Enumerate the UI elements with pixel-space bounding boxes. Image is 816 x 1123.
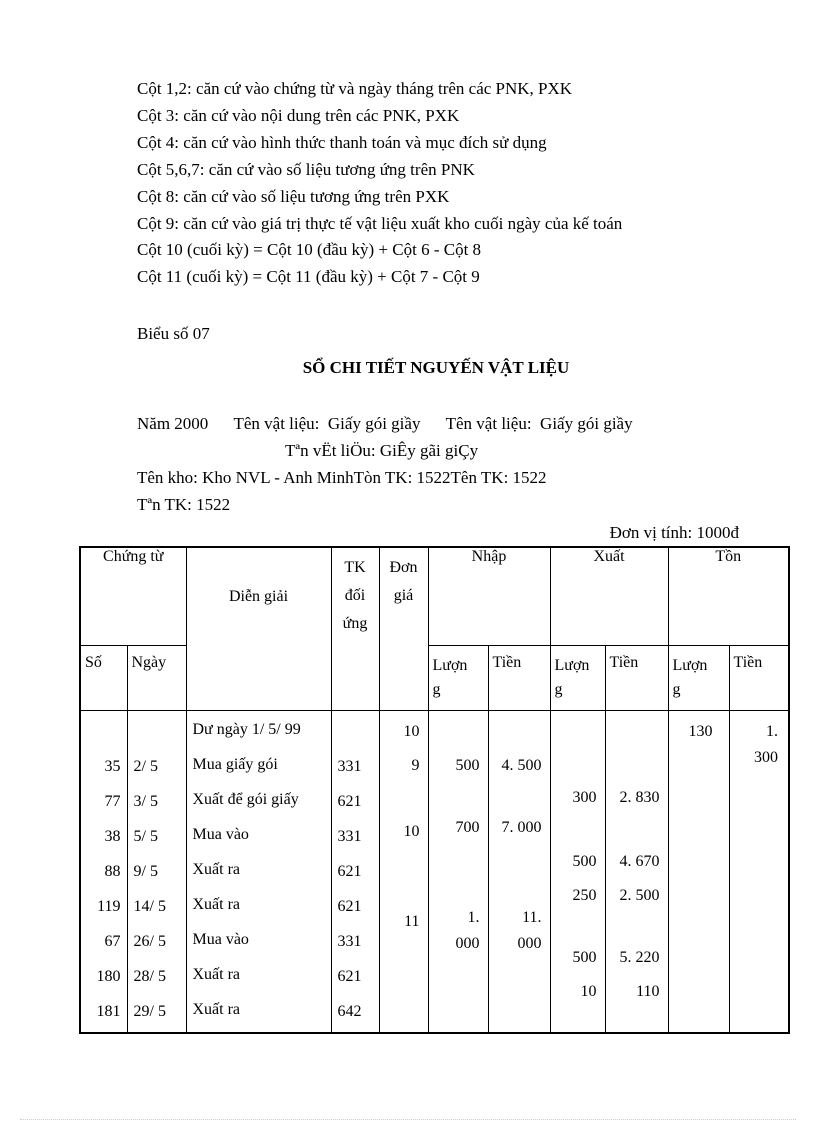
- col-xuat-luong: 300 500 250 500 10: [550, 710, 605, 1033]
- col-nhap-tien: 4. 500 7. 000 11. 000: [488, 710, 550, 1033]
- table-row: 35: [104, 757, 121, 775]
- note-5: Cột 8: căn cứ vào số liệu tương ứng trên PXK: [137, 187, 450, 206]
- info-line-1: Năm 2000 Tên vật liệu: Giấy gói giầy Tên vật liệu: Giấy gói giầy: [137, 414, 633, 433]
- form-label: Biểu số 07: [137, 324, 210, 343]
- note-1: Cột 1,2: căn cứ vào chứng từ và ngày tháng trên các PNK, PXK: [137, 79, 573, 98]
- note-8: Cột 11 (cuối kỳ) = Cột 11 (đầu kỳ) + Cột 7 - Cột 9: [137, 267, 480, 286]
- col-ngay: 2/ 5 3/ 5 5/ 5 9/ 5 14/ 5 26/ 5 28/ 5 29/ 5: [127, 710, 186, 1033]
- col-so: 35 77 38 88 119 67 180 181: [80, 710, 127, 1033]
- col-tk: 331 621 331 621 621 331 621 642: [331, 710, 379, 1033]
- header-nhap-tien: Tiền: [488, 645, 550, 710]
- header-tk-doi-ung: TK đối ứng: [331, 547, 379, 710]
- header-xuat-luong: Lượn g: [550, 645, 605, 710]
- header-ton-tien: Tiền: [729, 645, 789, 710]
- info-line-3: Tên kho: Kho NVL - Anh MinhTòn TK: 1522Tên TK: 1522: [137, 468, 547, 487]
- header-nhap: Nhập: [428, 547, 550, 645]
- header-xuat: Xuất: [550, 547, 668, 645]
- col-xuat-tien: 2. 830 4. 670 2. 500 5. 220 110: [605, 710, 668, 1033]
- info-line-2: Tªn vËt liÖu: GiÊy gãi giÇy: [285, 441, 479, 460]
- col-dien-giai: Dư ngày 1/ 5/ 99 Mua giấy gói Xuất để gói giấy Mua vào Xuất ra Xuất ra Mua vào Xuất ra Xuất ra: [186, 710, 331, 1033]
- header-ton-luong: Lượn g: [668, 645, 729, 710]
- header-so: Số: [80, 645, 127, 710]
- header-xuat-tien: Tiền: [605, 645, 668, 710]
- note-7: Cột 10 (cuối kỳ) = Cột 10 (đầu kỳ) + Cột 6 - Cột 8: [137, 240, 482, 259]
- ledger-table: [79, 546, 790, 1034]
- header-don-gia: Đơn giá: [379, 547, 428, 710]
- header-nhap-luong: Lượn g: [428, 645, 488, 710]
- col-nhap-luong: 500 700 1. 000: [428, 710, 488, 1033]
- col-ton-tien: 1. 300: [729, 710, 789, 1033]
- header-ngay: Ngày: [127, 645, 186, 710]
- note-3: Cột 4: căn cứ vào hình thức thanh toán và mục đích sử dụng: [137, 133, 547, 152]
- unit-label: Đơn vị tính: 1000đ: [609, 523, 739, 542]
- note-2: Cột 3: căn cứ vào nội dung trên các PNK, PXK: [137, 106, 460, 125]
- col-ton-luong: 130: [668, 710, 729, 1033]
- header-chung-tu: Chứng từ: [80, 547, 186, 645]
- header-dien-giai: Diễn giải: [186, 547, 331, 710]
- note-4: Cột 5,6,7: căn cứ vào số liệu tương ứng trên PNK: [137, 160, 475, 179]
- page-divider: [20, 1119, 796, 1120]
- page-title: SỔ CHI TIẾT NGUYẾN VẬT LIỆU: [302, 358, 570, 377]
- col-don-gia: 10 9 10 11: [379, 710, 428, 1033]
- info-line-4: Tªn TK: 1522: [137, 495, 231, 514]
- note-6: Cột 9: căn cứ vào giá trị thực tế vật liệu xuất kho cuối ngày của kế toán: [137, 214, 623, 233]
- header-ton: Tồn: [668, 547, 789, 645]
